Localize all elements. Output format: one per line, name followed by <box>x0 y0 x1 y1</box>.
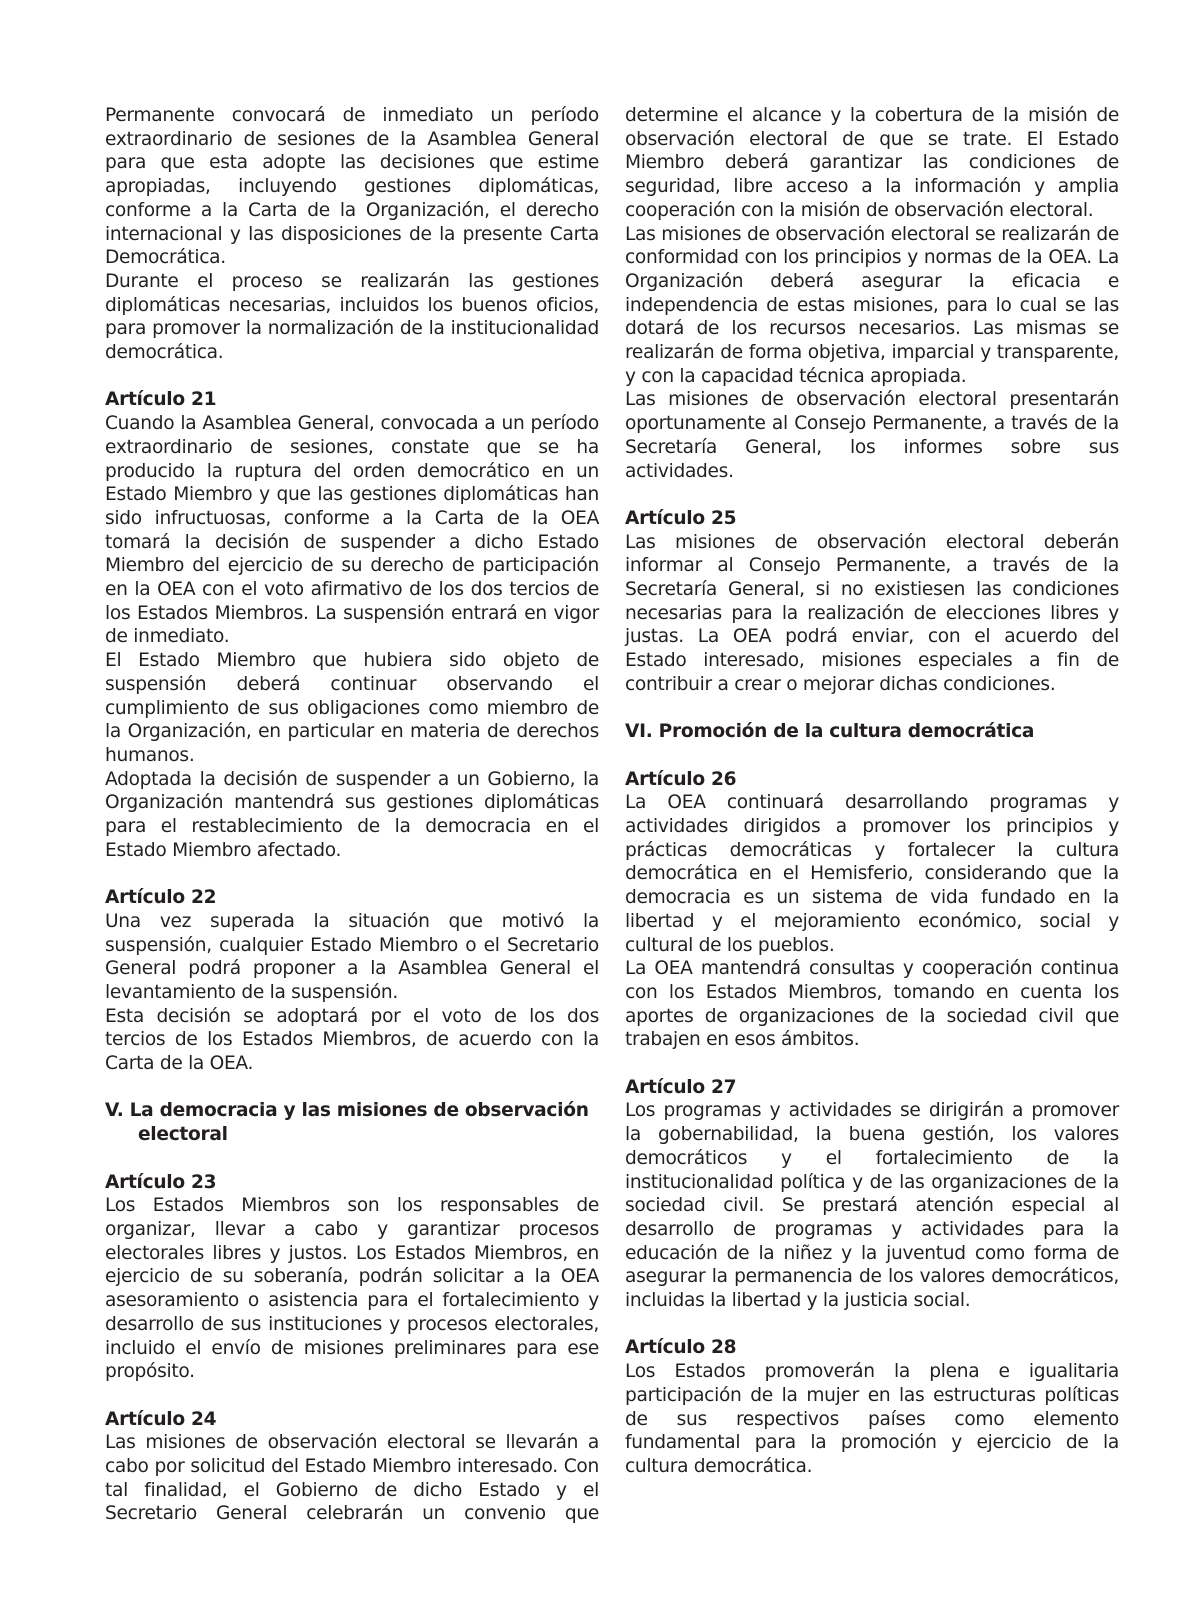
section-v-heading: V. La democracia y las misiones de observación electoral <box>105 1100 589 1146</box>
article-26-heading: Artículo 26 <box>625 768 737 790</box>
paragraph: Las misiones de observación electoral se realizarán de conformidad con los principios y normas de la OEA. La Organización deberá asegurar la eficacia e independencia de estas misiones, para lo cual se las dotará de los recursos necesarios. Las mismas se realizarán de forma objetiva, imparcial y transparente, y con la capacidad técnica apropiada. <box>625 223 1119 387</box>
paragraph: Durante el proceso se realizarán las gestiones diplomáticas necesarias, incluidos los buenos oficios, para promover la normalización de la institucionalidad democrática. <box>105 270 599 364</box>
article-23-heading: Artículo 23 <box>105 1171 217 1193</box>
section-vi-heading: VI. Promoción de la cultura democrática <box>625 721 1035 743</box>
paragraph: Cuando la Asamblea General, convocada a un período extraordinario de sesiones, constate que se ha producido la ruptura del orden democrático en un Estado Miembro y que las gestiones diplomáticas han sido infructuosas, conforme a la Carta de la OEA tomará la decisión de suspender a dicho Estado Miembro del ejercicio de su derecho de participación en la OEA con el voto afirmativo de los dos tercios de los Estados Miembros. La suspensión entrará en vigor de inmediato. <box>105 413 599 648</box>
paragraph: La OEA continuará desarrollando programas y actividades dirigidos a promover los principios y prácticas democráticas y fortalecer la cultura democrática en el Hemisferio, considerando que la democracia es un sistema de vida fundado en la libertad y el mejoramiento económico, social y cultural de los pueblos. <box>625 792 1119 956</box>
paragraph: Los Estados Miembros son los responsables de organizar, llevar a cabo y garantizar procesos electorales libres y justos. Los Estados Miembros, en ejercicio de su soberanía, podrán solicitar a la OEA asesoramiento o asistencia para el fortalecimiento y desarrollo de sus instituciones y procesos electorales, incluido el envío de misiones preliminares para ese propósito. <box>105 1195 599 1383</box>
article-21-heading: Artículo 21 <box>105 389 217 411</box>
paragraph: La OEA mantendrá consultas y cooperación continua con los Estados Miembros, tomando en cuenta los aportes de organizaciones de la sociedad civil que trabajen en esos ámbitos. <box>625 958 1119 1051</box>
paragraph: Adoptada la decisión de suspender a un Gobierno, la Organización mantendrá sus gestiones diplomáticas para el restablecimiento de la democracia en el Estado Miembro afectado. <box>105 768 599 861</box>
paragraph: Permanente convocará de inmediato un período extraordinario de sesiones de la Asamblea General para que esta adopte las decisiones que estime apropiadas, incluyendo gestiones diplomáticas, conforme a la Carta de la Organización, el derecho internacional y las disposiciones de la presente Carta Democrática. <box>105 105 599 269</box>
left-column <box>105 104 599 1526</box>
paragraph: Las misiones de observación electoral se llevarán a cabo por solicitud del Estado Miembro interesado. Con tal finalidad, el Gobierno de dicho Estado y el Secretario General celebrarán un convenio que <box>105 1432 599 1525</box>
paragraph: Las misiones de observación electoral deberán informar al Consejo Permanente, a través de la Secretaría General, si no existiesen las condiciones necesarias para la realización de elecciones libres y justas. La OEA podrá enviar, con el acuerdo del Estado interesado, misiones especiales a fin de contribuir a crear o mejorar dichas condiciones. <box>625 531 1119 695</box>
paragraph: determine el alcance y la cobertura de la misión de observación electoral de que se trate. El Estado Miembro deberá garantizar las condiciones de seguridad, libre acceso a la información y amplia cooperación con la misión de observación electoral. <box>625 105 1119 221</box>
paragraph: Una vez superada la situación que motivó la suspensión, cualquier Estado Miembro o el Secretario General podrá proponer a la Asamblea General el levantamiento de la suspensión. <box>105 910 599 1003</box>
paragraph: Los Estados promoverán la plena e igualitaria participación de la mujer en las estructuras políticas de sus respectivos países como elemento fundamental para la promoción y ejercicio de la cultura democrática. <box>625 1361 1119 1477</box>
article-27-heading: Artículo 27 <box>625 1076 737 1098</box>
article-28-heading: Artículo 28 <box>625 1337 737 1359</box>
paragraph: El Estado Miembro que hubiera sido objeto de suspensión deberá continuar observando el cumplimiento de sus obligaciones como miembro de la Organización, en particular en materia de derechos humanos. <box>105 650 599 766</box>
right-column <box>625 104 1119 1479</box>
paragraph: Los programas y actividades se dirigirán a promover la gobernabilidad, la buena gestión, los valores democráticos y el fortalecimiento de la institucionalidad política y de las organizaciones de la sociedad civil. Se prestará atención especial al desarrollo de programas y actividades para la educación de la niñez y la juventud como forma de asegurar la permanencia de los valores democráticos, incluidas la libertad y la justicia social. <box>625 1100 1119 1312</box>
paragraph: Esta decisión se adoptará por el voto de los dos tercios de los Estados Miembros, de acuerdo con la Carta de la OEA. <box>105 1005 599 1075</box>
paragraph: Las misiones de observación electoral presentarán oportunamente al Consejo Permanente, a través de la Secretaría General, los informes sobre sus actividades. <box>625 389 1119 482</box>
article-24-heading: Artículo 24 <box>105 1408 217 1430</box>
article-25-heading: Artículo 25 <box>625 507 737 529</box>
article-22-heading: Artículo 22 <box>105 887 217 909</box>
